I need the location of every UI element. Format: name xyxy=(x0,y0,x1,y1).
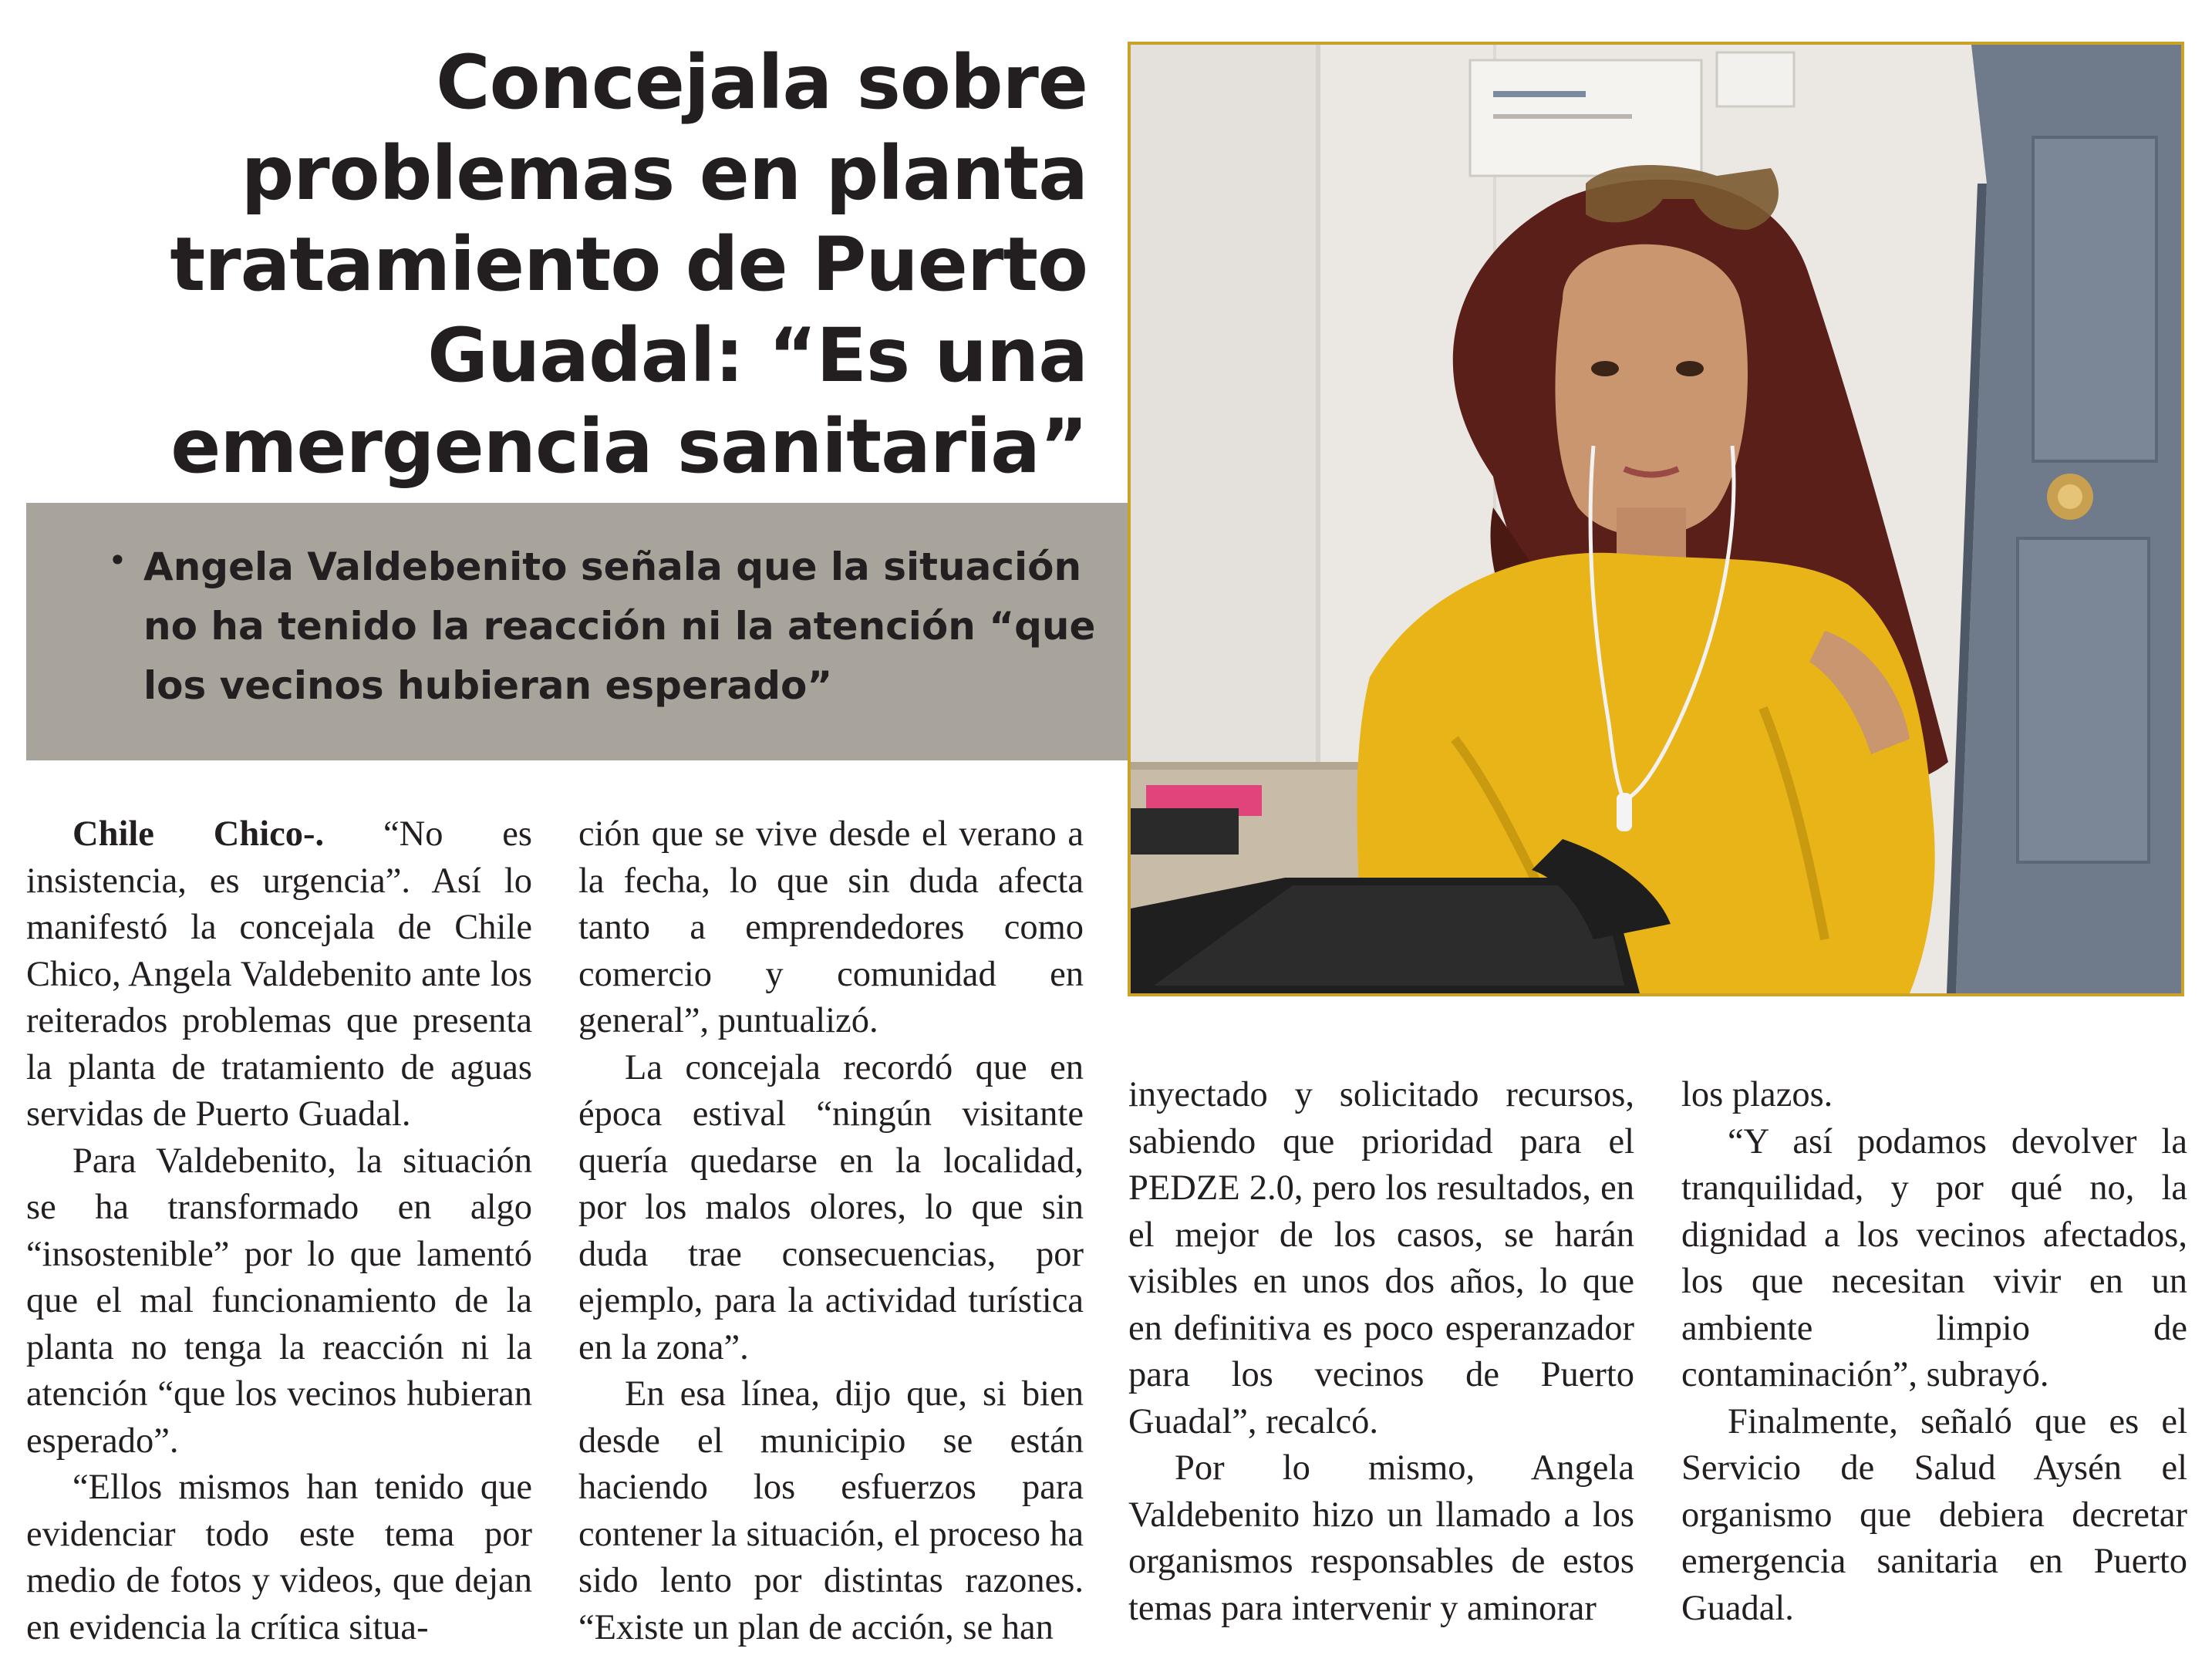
door-knob-highlight xyxy=(2058,484,2082,509)
headline: Concejala sobre problemas en planta tratamiento de Puerto Guadal: “Es una emergencia sanitaria” xyxy=(170,39,1087,490)
dateline: Chile Chico-. xyxy=(72,814,325,854)
text-column-3 xyxy=(1128,1072,1634,1632)
paragraph: “Y así podamos devolver la tranquilidad, y por qué no, la dignidad a los vecinos afectados, los que necesitan vivir en un ambiente limpio de contaminación”, subrayó. xyxy=(1681,1121,2187,1394)
paragraph: En esa línea, dijo que, si bien desde el municipio se están haciendo los esfuerzos para contener la situación, el proceso ha sido lento por distintas razones. “Existe un plan de acción, se han xyxy=(578,1374,1084,1647)
subhead-bullet: • xyxy=(108,541,127,579)
paragraph-text: “No es insistencia, es urgencia”. Así lo manifestó la concejala de Chile Chico, Angela Valdebenito ante los reiterados problemas que presenta la planta de tratamiento de aguas servidas de Puerto Guadal. xyxy=(26,814,533,1134)
paragraph: ción que se vive desde el verano a la fecha, lo que sin duda afecta tanto a emprendedores como comercio y comunidad en general”, puntualizó. xyxy=(578,814,1084,1040)
notice-line xyxy=(1493,114,1632,119)
portrait-illustration xyxy=(1131,45,2181,993)
paragraph: Para Valdebenito, la situación se ha transformado en algo “insostenible” por lo que lamentó que el mal funcionamiento de la planta no tenga la reacción ni la atención “que los vecinos hubieran esperado”. xyxy=(26,1141,532,1461)
switch-box xyxy=(1717,52,1794,106)
wall-seam xyxy=(1316,45,1320,816)
text-column-4 xyxy=(1681,1072,2187,1632)
paragraph: Finalmente, señaló que es el Servicio de Salud Aysén el organismo que debiera decretar emergencia sanitaria en Puerto Guadal. xyxy=(1681,1401,2187,1628)
wall-shadow xyxy=(1131,45,1316,816)
earphone-remote xyxy=(1617,793,1632,831)
notice-line xyxy=(1493,91,1586,97)
subhead-box xyxy=(26,503,1128,760)
paragraph: La concejala recordó que en época estival “ningún visitante quería quedarse en la localidad, por los malos olores, lo que sin duda trae consecuencias, por ejemplo, para la actividad turística en la zona”. xyxy=(578,1047,1084,1367)
paragraph xyxy=(26,811,532,1138)
text-column-2 xyxy=(578,811,1084,1651)
right-eye xyxy=(1676,361,1704,376)
article-photo xyxy=(1128,42,2184,996)
paragraph: “Ellos mismos han tenido que evidenciar todo este tema por medio de fotos y videos, que dejan en evidencia la crítica situa- xyxy=(26,1468,532,1647)
paragraph: inyectado y solicitado recursos, sabiendo que prioridad para el PEDZE 2.0, pero los resultados, en el mejor de los casos, se harán visibles en unos dos años, lo que en definitiva es poco esperanzador para los vecinos de Puerto Guadal”, recalcó. xyxy=(1128,1075,1634,1441)
face xyxy=(1555,244,1748,537)
door-panel xyxy=(2033,137,2156,461)
text-column-1 xyxy=(26,811,532,1651)
paragraph: Por lo mismo, Angela Valdebenito hizo un llamado a los organismos responsables de estos temas para intervenir y aminorar xyxy=(1128,1448,1634,1628)
door-panel xyxy=(2018,538,2149,862)
paragraph: los plazos. xyxy=(1681,1075,1833,1114)
stapler xyxy=(1131,808,1239,855)
left-eye xyxy=(1591,361,1619,376)
subhead-text: Angela Valdebenito señala que la situación no ha tenido la reacción ni la atención “que los vecinos hubieran esperado” xyxy=(143,544,1096,708)
